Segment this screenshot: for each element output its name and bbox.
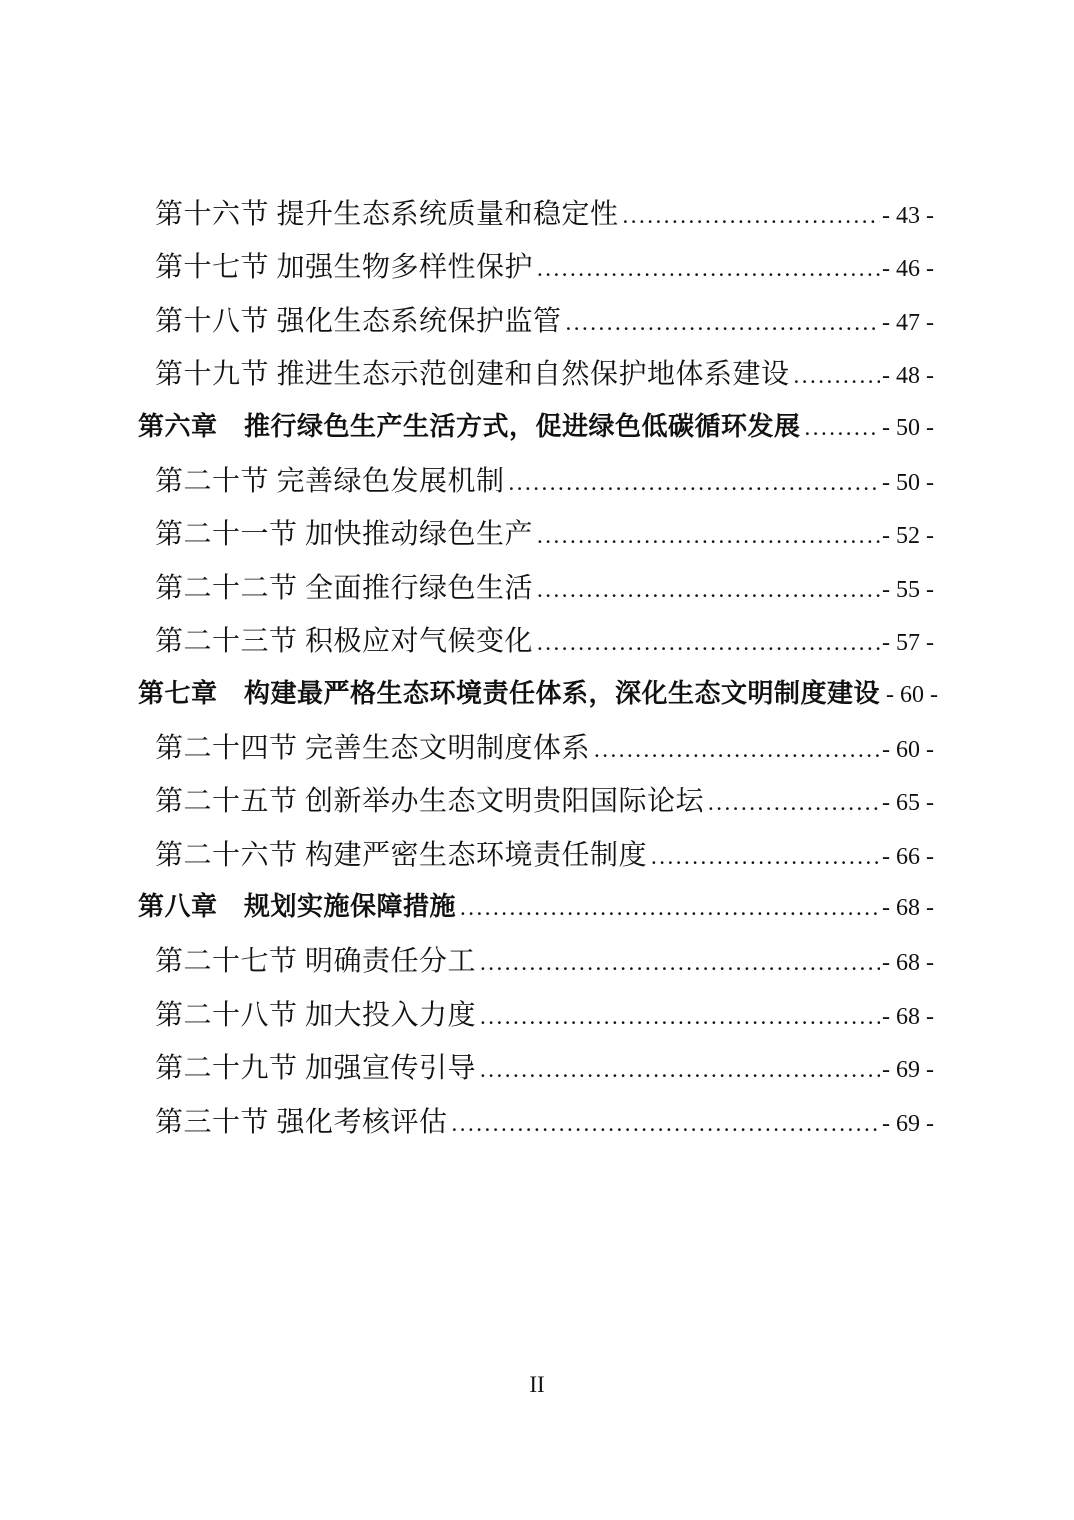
toc-dot-leader (480, 1057, 880, 1083)
toc-dot-leader (460, 895, 880, 921)
toc-entry-title: 第二十一节 加快推动绿色生产 (155, 519, 534, 551)
toc-entry (138, 299, 934, 352)
toc-entry-title: 第十六节 提升生态系统质量和稳定性 (155, 199, 619, 230)
toc-entry-page: - 50 - (882, 469, 934, 496)
toc-dot-leader (537, 256, 880, 282)
toc-entry (138, 192, 934, 245)
toc-entry-title: 第十八节 强化生态系统保护监管 (155, 305, 562, 337)
toc-entry-chapter (138, 673, 938, 726)
toc-dot-leader (480, 950, 880, 976)
toc-entry (138, 939, 934, 992)
toc-dot-leader (623, 203, 881, 229)
toc-entry-title: 第三十节 强化考核评估 (155, 1106, 448, 1138)
toc-entry-page: - 68 - (882, 1003, 934, 1030)
toc-entry-page: - 68 - (882, 895, 934, 922)
toc-entry-page: - 66 - (882, 843, 934, 870)
toc-entry-page: - 68 - (882, 950, 934, 977)
toc-entry-title: 第二十六节 构建严密生态环境责任制度 (155, 839, 648, 871)
toc-entry-title: 第七章 构建最严格生态环境责任体系，深化生态文明制度建设 (138, 677, 881, 708)
toc-dot-leader (480, 1004, 880, 1030)
toc-entry-title: 第二十八节 加大投入力度 (155, 999, 477, 1031)
toc-entry (138, 245, 934, 298)
toc-entry (138, 779, 934, 832)
toc-entry (138, 1100, 934, 1153)
toc-entry-title: 第二十七节 明确责任分工 (155, 946, 477, 978)
toc-entry-page: - 48 - (882, 363, 934, 390)
toc-dot-leader (708, 790, 880, 816)
toc-entry-page: - 69 - (882, 1110, 934, 1137)
toc-dot-leader (594, 737, 880, 763)
table-of-contents (138, 192, 938, 1153)
toc-dot-leader (566, 310, 881, 336)
toc-entry-chapter (138, 406, 934, 459)
toc-dot-leader (537, 577, 880, 603)
page-number-footer: II (529, 1372, 545, 1397)
toc-entry-page: - 46 - (882, 256, 934, 283)
toc-entry-page: - 57 - (882, 630, 934, 657)
toc-entry-title: 第二十三节 积极应对气候变化 (155, 626, 534, 658)
toc-dot-leader (537, 630, 880, 656)
toc-entry-chapter (138, 886, 934, 939)
toc-entry (138, 1046, 934, 1099)
toc-entry-page: - 50 - (882, 414, 934, 441)
toc-entry-page: - 60 - (886, 681, 938, 708)
toc-entry-title: 第二十节 完善绿色发展机制 (155, 465, 505, 497)
toc-entry-page: - 43 - (882, 203, 934, 229)
toc-dot-leader (651, 844, 880, 870)
toc-entry-page: - 65 - (882, 790, 934, 817)
toc-dot-leader (537, 523, 880, 549)
toc-entry (138, 512, 934, 565)
toc-entry (138, 566, 934, 619)
toc-dot-leader (805, 415, 881, 441)
toc-entry-title: 第六章 推行绿色生产生活方式，促进绿色低碳循环发展 (138, 410, 801, 441)
toc-entry (138, 726, 934, 779)
toc-entry (138, 833, 934, 886)
toc-entry-title: 第十七节 加强生物多样性保护 (155, 252, 534, 284)
toc-entry-title: 第十九节 推进生态示范创建和自然保护地体系建设 (155, 359, 790, 391)
toc-entry-title: 第二十四节 完善生态文明制度体系 (155, 732, 591, 764)
toc-entry-title: 第二十九节 加强宣传引导 (155, 1053, 477, 1085)
toc-entry-page: - 52 - (882, 523, 934, 550)
toc-entry (138, 993, 934, 1046)
toc-dot-leader (794, 363, 881, 389)
toc-entry-page: - 69 - (882, 1057, 934, 1084)
toc-entry-page: - 55 - (882, 576, 934, 603)
toc-entry-title: 第八章 规划实施保障措施 (138, 891, 457, 922)
toc-entry (138, 619, 934, 672)
toc-entry (138, 459, 934, 512)
toc-dot-leader (509, 470, 881, 496)
toc-dot-leader (452, 1111, 881, 1137)
toc-entry-page: - 60 - (882, 736, 934, 763)
toc-entry-title: 第二十五节 创新举办生态文明贵阳国际论坛 (155, 786, 705, 818)
toc-entry (138, 352, 934, 405)
toc-entry-page: - 47 - (882, 309, 934, 336)
toc-entry-title: 第二十二节 全面推行绿色生活 (155, 572, 534, 604)
